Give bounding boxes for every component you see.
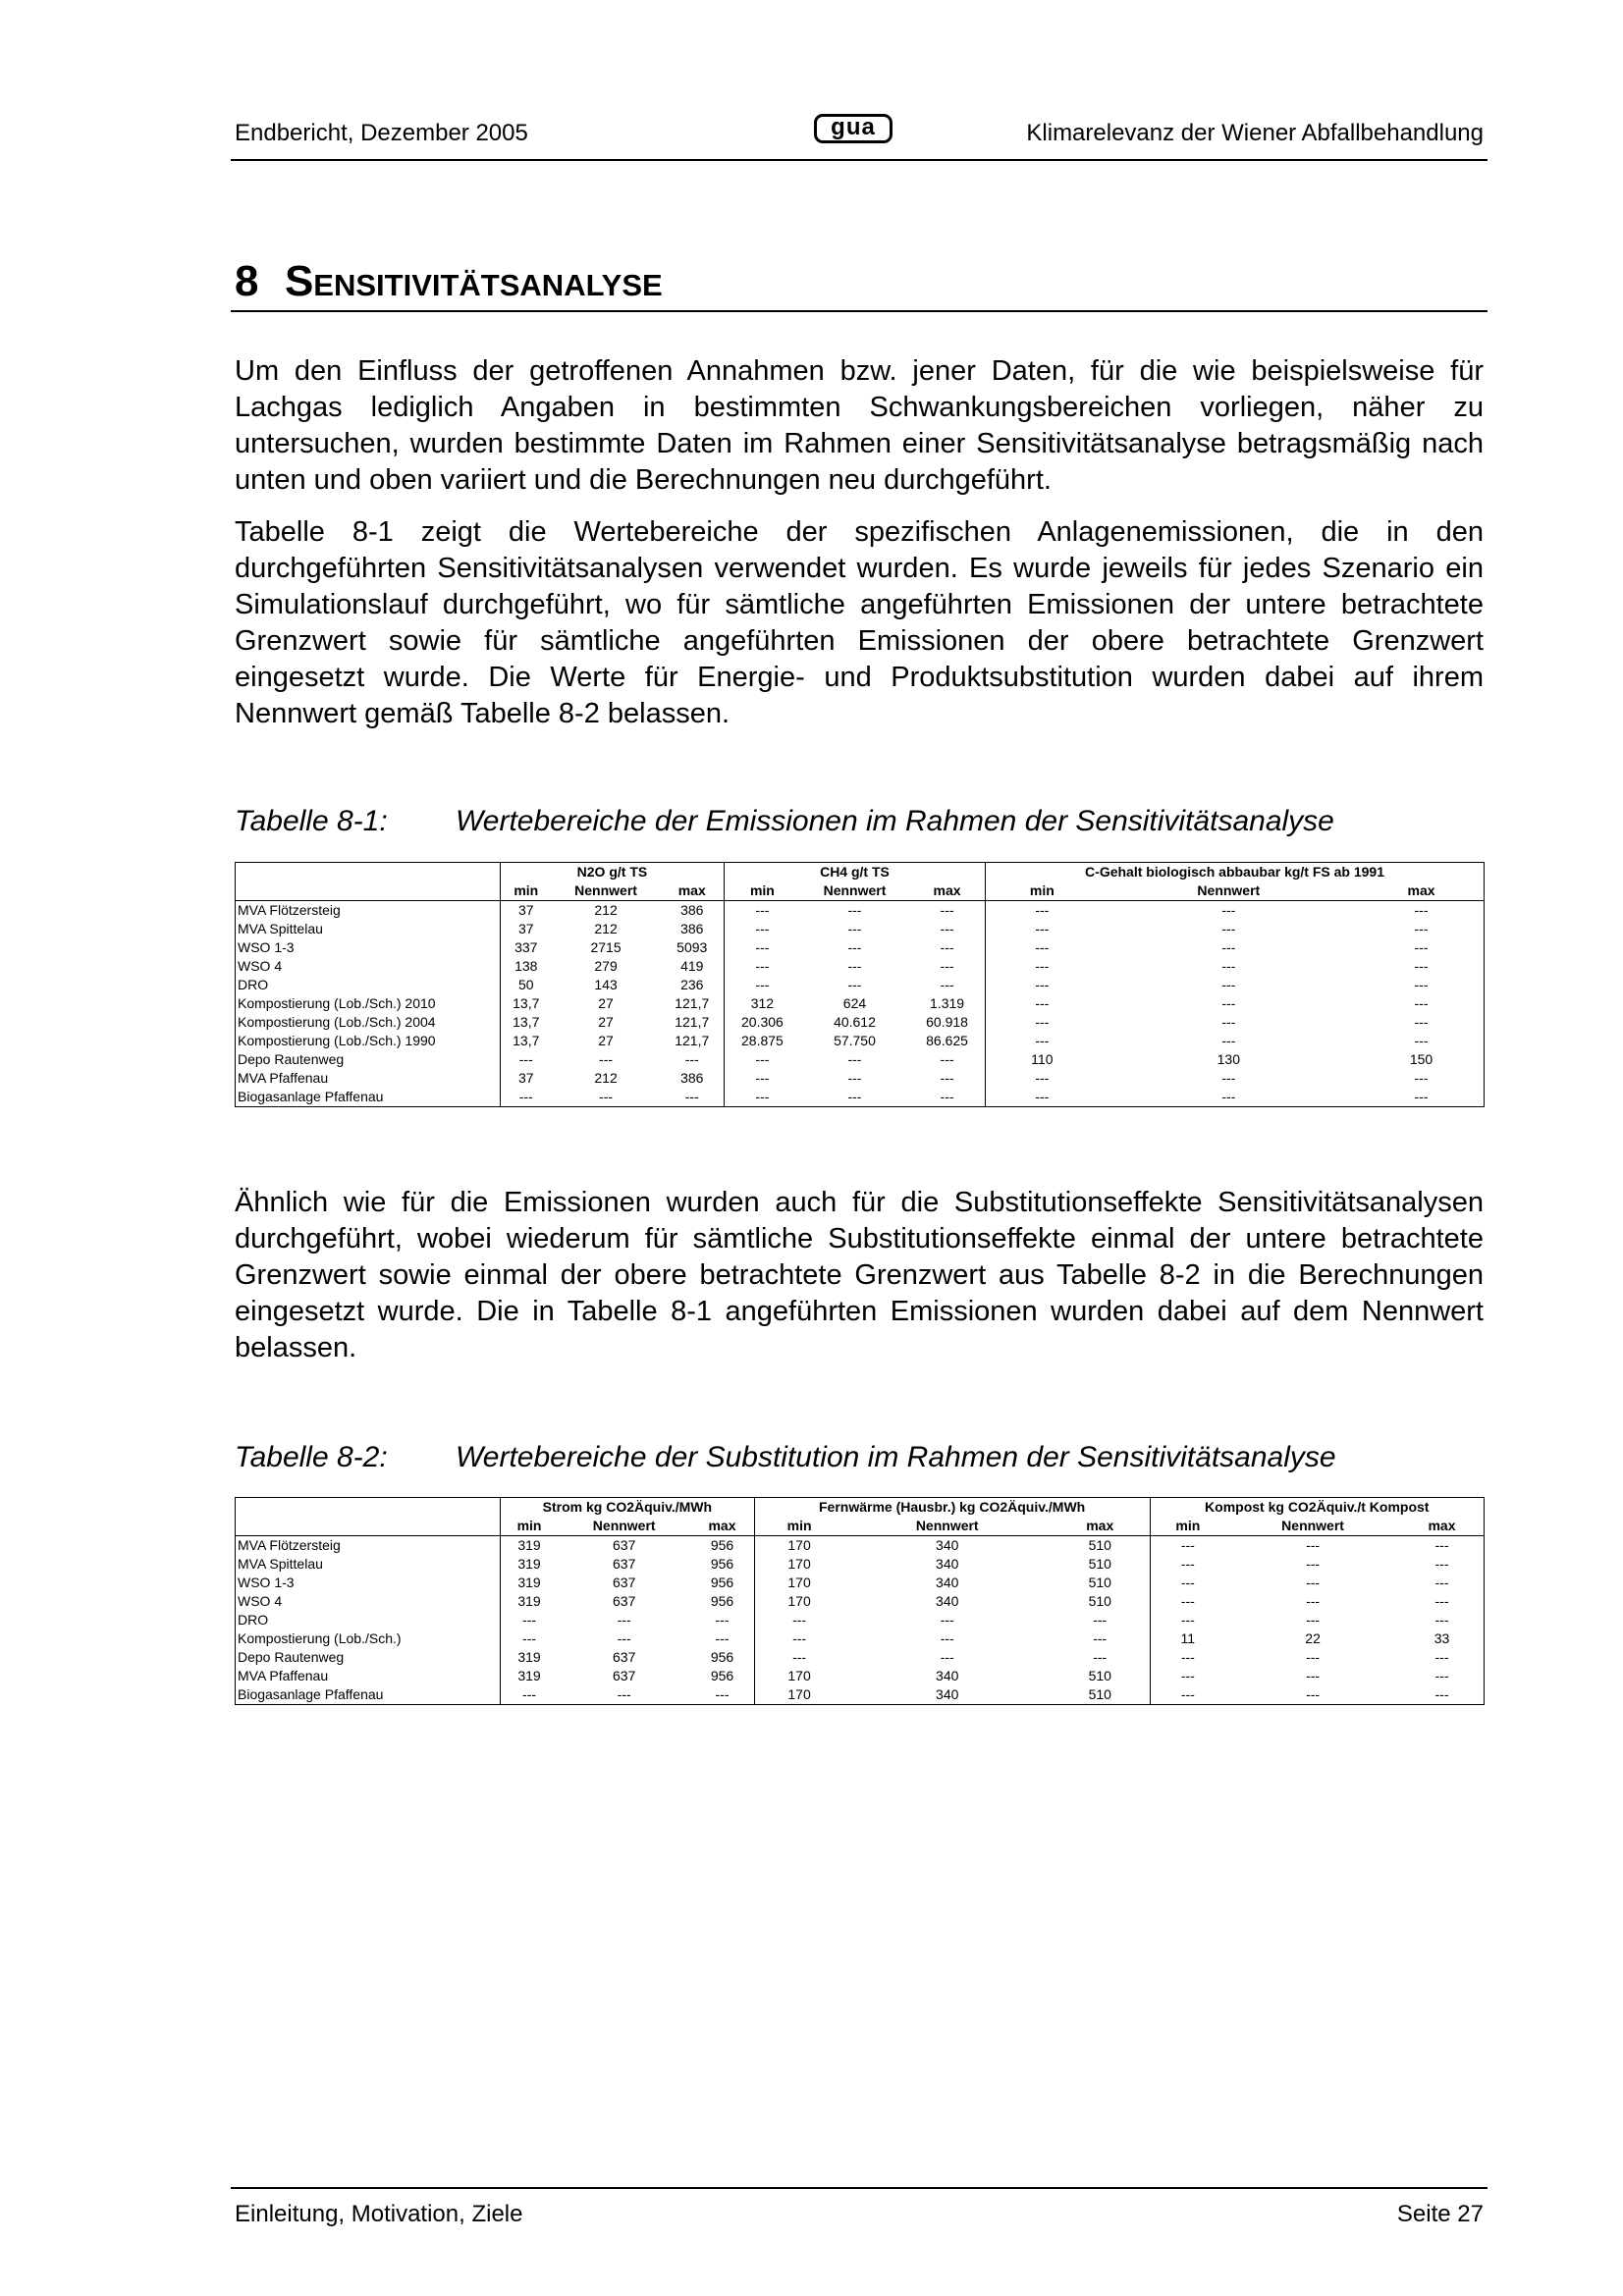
table-cell: --- [661,1050,725,1069]
table-cell: 150 [1359,1050,1484,1069]
table-cell: --- [1306,1537,1321,1553]
table-cell: --- [1180,1668,1195,1683]
table-cell: --- [1221,958,1236,974]
group-header-strom: Strom kg CO2Äquiv./MWh [501,1498,755,1518]
row-label: DRO [236,976,501,994]
subheader-min: min [754,1517,843,1536]
table-row [236,1032,1485,1050]
table-cell: --- [847,977,862,992]
table-row [236,1050,1485,1069]
table-cell: --- [518,1051,533,1067]
table-cell: 510 [1051,1536,1150,1556]
table-cell: --- [1400,1592,1484,1611]
table-cell: 319 [517,1668,541,1683]
table-cell: 319 [517,1649,541,1665]
subheader-max: max [690,1517,754,1536]
table-cell: --- [1359,1013,1484,1032]
table-row [236,1685,1485,1705]
table-cell: --- [661,1088,725,1107]
table-cell: --- [847,1051,862,1067]
table-cell: --- [1180,1612,1195,1628]
table-cell: --- [909,938,986,957]
page-header [231,114,1488,161]
table-cell: 956 [690,1536,754,1556]
table-cell: --- [1359,976,1484,994]
row-label: MVA Spittelau [236,1555,501,1574]
table-cell: 121,7 [661,1013,725,1032]
table-cell: --- [724,1088,800,1107]
table-cell: --- [1400,1536,1484,1556]
table-cell: 130 [1217,1051,1240,1067]
table-cell: --- [940,1649,954,1665]
table-cell: --- [1221,921,1236,936]
table-group-header-row [236,1498,1485,1518]
table-cell: --- [1400,1667,1484,1685]
table-cell: --- [1306,1593,1321,1609]
table-cell: 510 [1051,1592,1150,1611]
emissions-table [235,862,1485,1107]
table-cell: 57.750 [834,1033,876,1048]
table-row [236,994,1485,1013]
row-label: Kompostierung (Lob./Sch.) 1990 [236,1032,501,1050]
table-row [236,1592,1485,1611]
subheader-max: max [909,881,986,901]
substitution-table [235,1497,1485,1705]
table-cell: 637 [613,1556,636,1572]
row-label: MVA Spittelau [236,920,501,938]
table-cell: --- [1400,1574,1484,1592]
table-cell: --- [1221,995,1236,1011]
table-cell: --- [1221,1070,1236,1086]
table-cell: --- [847,1070,862,1086]
table-caption-8-2 [235,1441,1336,1474]
table-cell: --- [690,1611,754,1629]
subheader-nennwert: Nennwert [1099,881,1359,901]
table-cell: --- [1359,920,1484,938]
row-label: Kompostierung (Lob./Sch.) [236,1629,501,1648]
table-cell: 419 [661,957,725,976]
table-cell: 637 [613,1668,636,1683]
table-cell: 637 [613,1649,636,1665]
caption-label: Tabelle 8-2: [235,1441,388,1473]
table-cell: --- [1035,1033,1050,1048]
table-cell: 956 [690,1592,754,1611]
table-row [236,1069,1485,1088]
table-cell: 956 [690,1648,754,1667]
table-cell: 340 [843,1685,1051,1705]
chapter-number: 8 [235,257,259,305]
table-cell: --- [1051,1611,1150,1629]
table-cell: 170 [787,1556,811,1572]
table-cell: --- [909,920,986,938]
table-cell: --- [1359,957,1484,976]
table-cell: 27 [598,995,614,1011]
subheader-min: min [1150,1517,1225,1536]
table-cell: 212 [594,902,618,918]
table-cell: 340 [936,1593,959,1609]
table-cell: 510 [1051,1667,1150,1685]
table-row [236,976,1485,994]
table-cell: 510 [1051,1555,1150,1574]
table-cell: --- [909,1050,986,1069]
table-cell: --- [1221,1033,1236,1048]
table-cell: --- [1035,939,1050,955]
table-cell: 340 [936,1575,959,1590]
table-cell: --- [1035,977,1050,992]
table-cell: --- [909,901,986,921]
footer-left-text: Einleitung, Motivation, Ziele [235,2201,523,2227]
group-header-kompost: Kompost kg CO2Äquiv./t Kompost [1150,1498,1484,1518]
table-row [236,1629,1485,1648]
table-cell: 138 [514,958,538,974]
subheader-nennwert: Nennwert [552,881,661,901]
table-row [236,1611,1485,1629]
table-cell: --- [1306,1668,1321,1683]
table-cell: --- [1180,1537,1195,1553]
table-cell: 11 [1180,1630,1196,1646]
table-cell: --- [1221,1014,1236,1030]
table-row [236,938,1485,957]
table-cell: --- [1035,958,1050,974]
header-right-text: Klimarelevanz der Wiener Abfallbehandlung [1026,120,1484,146]
table-cell: --- [1035,921,1050,936]
group-header-fernwaerme: Fernwärme (Hausbr.) kg CO2Äquiv./MWh [754,1498,1150,1518]
table-subheader-row [236,1517,1485,1536]
table-cell: --- [1221,939,1236,955]
table-cell: --- [1359,1088,1484,1107]
table-cell: --- [847,958,862,974]
table-cell: --- [1359,901,1484,921]
page-footer [231,2187,1488,2227]
table-cell: --- [558,1685,690,1705]
table-cell: 27 [598,1014,614,1030]
table-cell: --- [1035,995,1050,1011]
table-cell: 170 [787,1593,811,1609]
table-cell: 637 [613,1575,636,1590]
table-cell: 510 [1051,1685,1150,1705]
table-cell: --- [522,1612,537,1628]
row-label: MVA Flötzersteig [236,1536,501,1556]
table-cell: --- [909,976,986,994]
table-cell: 319 [517,1593,541,1609]
table-cell: 637 [613,1593,636,1609]
table-cell: 37 [517,1070,534,1086]
page-number: Seite 27 [1396,2201,1484,2227]
table-cell: --- [1400,1648,1484,1667]
table-cell: 60.918 [909,1013,986,1032]
table-cell: --- [1359,994,1484,1013]
group-header-c-gehalt: C-Gehalt biologisch abbaubar kg/t FS ab 1991 [986,863,1485,882]
table-cell: --- [1359,1032,1484,1050]
caption-text: Wertebereiche der Emissionen im Rahmen der Sensitivitätsanalyse [456,805,1334,837]
table-cell: --- [690,1629,754,1648]
table-row [236,1555,1485,1574]
table-subheader-row [236,881,1485,901]
table-cell: 37 [517,902,534,918]
group-header-ch4: CH4 g/t TS [724,863,985,882]
table-cell: --- [617,1630,631,1646]
caption-text: Wertebereiche der Substitution im Rahmen der Sensitivitätsanalyse [456,1441,1336,1473]
table-cell: --- [1359,938,1484,957]
row-label: Biogasanlage Pfaffenau [236,1685,501,1705]
table-cell: 50 [517,977,534,992]
table-cell: 319 [517,1575,541,1590]
row-label: MVA Pfaffenau [236,1069,501,1088]
table-cell: --- [940,1612,954,1628]
caption-label: Tabelle 8-1: [235,805,388,837]
table-cell: --- [792,1630,807,1646]
table-cell: 86.625 [909,1032,986,1050]
table-cell: 637 [613,1537,636,1553]
subheader-max: max [1400,1517,1484,1536]
table-cell: 340 [936,1556,959,1572]
subheader-min: min [724,881,800,901]
table-cell: 340 [936,1537,959,1553]
table-cell: --- [1051,1629,1150,1648]
table-cell: --- [1306,1649,1321,1665]
subheader-max: max [1051,1517,1150,1536]
subheader-max: max [661,881,725,901]
subheader-min: min [501,1517,559,1536]
table-cell: --- [1306,1575,1321,1590]
row-label: DRO [236,1611,501,1629]
table-cell: 28.875 [741,1033,784,1048]
table-cell: 956 [690,1667,754,1685]
row-label: WSO 1-3 [236,938,501,957]
table-cell: --- [690,1685,754,1705]
table-cell: --- [755,939,770,955]
table-cell: --- [1099,1088,1359,1107]
table-cell: --- [1400,1555,1484,1574]
table-cell: --- [940,1630,954,1646]
table-cell: --- [522,1630,537,1646]
chapter-title: Sensitivitätsanalyse [284,257,663,305]
table-cell: --- [909,1088,986,1107]
table-cell: 33 [1400,1629,1484,1648]
subheader-nennwert: Nennwert [800,881,909,901]
table-caption-8-1 [235,805,1334,838]
table-cell: --- [501,1088,552,1107]
table-cell: --- [1306,1612,1321,1628]
table-cell: --- [847,902,862,918]
table-cell: 40.612 [834,1014,876,1030]
subheader-nennwert: Nennwert [843,1517,1051,1536]
table-cell: --- [1051,1648,1150,1667]
table-cell: 340 [936,1668,959,1683]
row-label: WSO 4 [236,1592,501,1611]
table-cell: 5093 [661,938,725,957]
table-cell: 170 [787,1668,811,1683]
table-row [236,1667,1485,1685]
table-cell: 121,7 [661,994,725,1013]
row-label: Biogasanlage Pfaffenau [236,1088,501,1107]
table-row [236,1013,1485,1032]
table-cell: 279 [594,958,618,974]
subheader-nennwert: Nennwert [558,1517,690,1536]
table-cell: 22 [1305,1630,1321,1646]
row-label: Depo Rautenweg [236,1050,501,1069]
table-cell: 319 [517,1556,541,1572]
table-cell: --- [552,1088,661,1107]
table-cell: --- [909,1069,986,1088]
table-cell: 121,7 [661,1032,725,1050]
table-cell: --- [755,902,770,918]
table-cell: 624 [842,995,867,1011]
table-cell: 37 [517,921,534,936]
gua-logo: gua [814,114,893,143]
table-cell: 236 [661,976,725,994]
table-cell: --- [847,921,862,936]
table-cell: 312 [750,995,775,1011]
table-cell: 386 [661,901,725,921]
table-cell: 27 [598,1033,614,1048]
table-row [236,1088,1485,1107]
table-cell: 956 [690,1555,754,1574]
table-row [236,1536,1485,1556]
table-cell: --- [755,977,770,992]
table-cell: --- [792,1612,807,1628]
table-cell: --- [1035,1014,1050,1030]
row-label: MVA Pfaffenau [236,1667,501,1685]
table-cell: --- [1359,1069,1484,1088]
row-label: WSO 1-3 [236,1574,501,1592]
table-cell: --- [1400,1611,1484,1629]
row-label: WSO 4 [236,957,501,976]
table-cell: --- [755,921,770,936]
table-cell: 2715 [590,939,622,955]
row-label: Kompostierung (Lob./Sch.) 2004 [236,1013,501,1032]
row-label: Kompostierung (Lob./Sch.) 2010 [236,994,501,1013]
table-cell: 170 [754,1685,843,1705]
table-cell: --- [1221,902,1236,918]
paragraph-table-8-2: Ähnlich wie für die Emissionen wurden auch für die Substitutionseffekte Sensitivitätsanalysen durchgeführt, wobei wiederum für sämtliche Substitutionseffekte einmal der untere betrachtete Grenzwert sowie einmal der obere betrachtete Grenzwert aus Tabelle 8-2 in die Berechnungen eingesetzt wurde. Die in Tabelle 8-1 angeführten Emissionen wurden dabei auf dem Nennwert belassen. [235,1187,1484,1363]
paragraph-intro: Um den Einfluss der getroffenen Annahmen bzw. jener Daten, für die wie beispielsweise für Lachgas lediglich Angaben in bestimmten Schwankungsbereichen vorliegen, näher zu untersuchen, wurden bestimmte Daten im Rahmen einer Sensitivitätsanalyse betragsmäßig nach unten und oben variiert und die Berechnungen neu durchgeführt. [235,355,1484,496]
table-cell: --- [1225,1685,1400,1705]
table-cell: --- [1035,1070,1050,1086]
table-row [236,957,1485,976]
table-cell: 110 [1031,1051,1054,1067]
table-cell: 510 [1051,1574,1150,1592]
table-row [236,901,1485,921]
table-cell: --- [1221,977,1236,992]
table-cell: 13,7 [513,995,540,1011]
table-cell: 212 [594,1070,618,1086]
table-group-header-row [236,863,1485,882]
table-cell: 13,7 [513,1033,540,1048]
table-cell: 337 [514,939,538,955]
table-cell: --- [755,1051,770,1067]
table-cell: --- [1180,1575,1195,1590]
table-cell: --- [1306,1556,1321,1572]
table-cell: --- [1180,1556,1195,1572]
table-cell: 319 [517,1537,541,1553]
row-label: Depo Rautenweg [236,1648,501,1667]
subheader-min: min [501,881,552,901]
subheader-min: min [986,881,1099,901]
table-cell: --- [800,1088,909,1107]
table-cell: --- [755,958,770,974]
table-cell: 13,7 [513,1014,540,1030]
table-cell: --- [755,1070,770,1086]
table-cell: --- [847,939,862,955]
table-cell: --- [1035,902,1050,918]
table-cell: 170 [787,1537,811,1553]
table-row [236,1574,1485,1592]
table-cell: --- [909,957,986,976]
row-label: MVA Flötzersteig [236,901,501,921]
table-cell: --- [617,1612,631,1628]
table-cell: 143 [594,977,618,992]
table-cell: 212 [594,921,618,936]
table-cell: 386 [661,1069,725,1088]
subheader-nennwert: Nennwert [1225,1517,1400,1536]
table-cell: --- [599,1051,614,1067]
table-cell: --- [792,1649,807,1665]
chapter-heading [231,257,1488,312]
table-cell: 170 [787,1575,811,1590]
table-row [236,920,1485,938]
group-header-n2o: N2O g/t TS [501,863,725,882]
table-row [236,1648,1485,1667]
table-cell: --- [1180,1649,1195,1665]
table-cell: 386 [661,920,725,938]
table-cell: --- [1400,1685,1484,1705]
table-cell: --- [1180,1593,1195,1609]
table-cell: 956 [690,1574,754,1592]
table-cell: --- [986,1088,1099,1107]
paragraph-table-8-1: Tabelle 8-1 zeigt die Wertebereiche der spezifischen Anlagenemissionen, die in den durchgeführten Sensitivitätsanalysen verwendet wurden. Es wurde jeweils für jedes Szenario ein Simulationslauf durchgeführt, wo für sämtliche angeführten Emissionen der untere betrachtete Grenzwert sowie für sämtliche angeführten Emissionen der obere betrachtete Grenzwert eingesetzt wurde. Die Werte für Energie- und Produktsubstitution wurden dabei auf ihrem Nennwert gemäß Tabelle 8-2 belassen. [235,516,1484,729]
table-cell: --- [501,1685,559,1705]
table-cell: 20.306 [741,1014,784,1030]
table-cell: --- [1150,1685,1225,1705]
header-left-text: Endbericht, Dezember 2005 [235,120,528,146]
table-cell: 1.319 [909,994,986,1013]
subheader-max: max [1359,881,1484,901]
